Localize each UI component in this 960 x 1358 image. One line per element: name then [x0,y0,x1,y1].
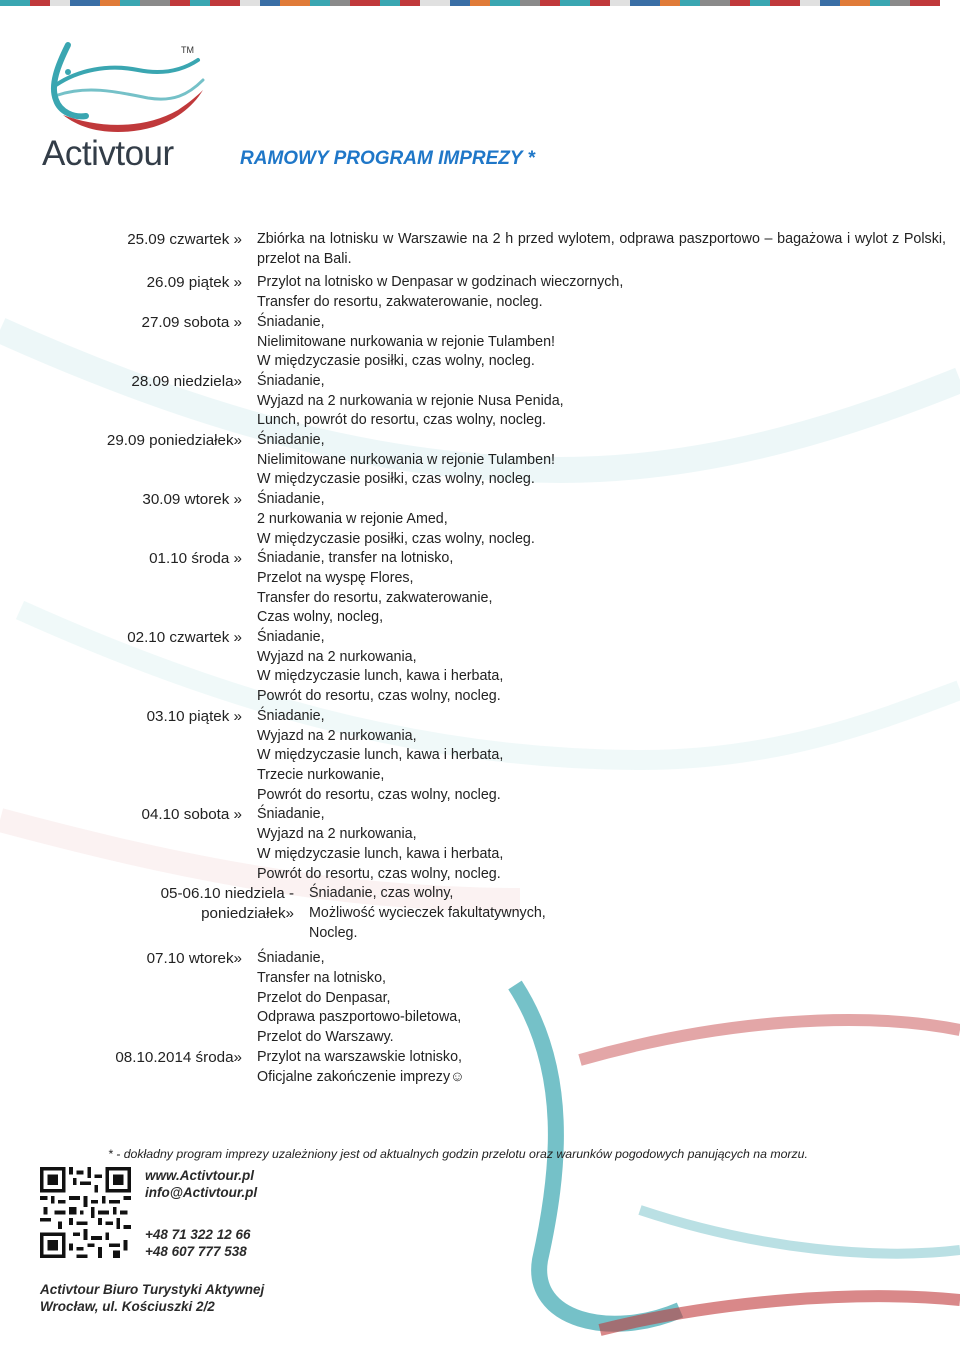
program-day-row [40,273,946,312]
program-line: Przelot do Warszawy. [257,1029,394,1046]
program-line: Powrót do resortu, czas wolny, nocleg. [257,865,501,882]
program-day-row [40,313,946,372]
program-line: Śniadanie, [257,806,325,823]
program-day-row [40,490,946,549]
program-line: Przelot do Denpasar, [257,989,391,1006]
program-line: W międzyczasie lunch, kawa i herbata, [257,747,504,764]
program-date: 07.10 wtorek» [146,950,242,968]
program-description [257,313,946,372]
program-line: Śniadanie, [257,372,325,389]
program-description [257,273,946,312]
program-day-row [40,372,946,431]
program-day-row [40,628,946,707]
program-day-row [40,549,946,628]
program-line: Śniadanie, [257,707,325,724]
program-line: Śniadanie, [257,313,325,330]
program-line: Wyjazd na 2 nurkowania, [257,648,417,665]
program-description [257,1048,946,1087]
program-line: Powrót do resortu, czas wolny, nocleg. [257,688,501,705]
program-date: 02.10 czwartek » [127,629,242,647]
program-line: 2 nurkowania w rejonie Amed, [257,510,448,527]
company-address: Wrocław, ul. Kościuszki 2/2 [40,1299,215,1314]
program-line: Nielimitowane nurkowania w rejonie Tulamben! [257,333,556,350]
phone-number-2: +48 607 777 538 [145,1244,247,1259]
trademark-symbol: TM [181,45,194,55]
program-date: 30.09 wtorek » [142,491,242,509]
program-line: W międzyczasie lunch, kawa i herbata, [257,668,504,685]
program-date: 27.09 sobota » [141,313,242,331]
program-line: Zbiórka na lotnisku w Warszawie na 2 h przed wylotem, odprawa paszportowo – bagażowa i wylot z Polski, przelot na Bali. [257,231,946,267]
program-description [257,707,946,806]
program-day-row [40,230,946,269]
footnote: * - dokładny program imprezy uzależniony jest od aktualnych godzin przelotu oraz warunków pogodowych panujących na morzu. [108,1147,808,1161]
program-date: 28.09 niedziela» [131,372,242,390]
program-line: Śniadanie, [257,950,325,967]
program-day-row [40,431,946,490]
company-info [40,1281,264,1315]
program-line: Śniadanie, [257,629,325,646]
program-description [257,230,946,269]
program-line: Lunch, powrót do resortu, czas wolny, nocleg. [257,412,547,429]
contact-phones [145,1226,250,1260]
program-description [257,805,946,884]
program-line: W międzyczasie posiłki, czas wolny, nocleg. [257,471,535,488]
program-line: Wyjazd na 2 nurkowania, [257,826,417,843]
program-description [257,431,946,490]
program-line: Powrót do resortu, czas wolny, nocleg. [257,786,501,803]
page-title: RAMOWY PROGRAM IMPREZY * [240,148,535,169]
program-line: Nocleg. [309,924,358,941]
program-date: 26.09 piątek » [146,274,242,292]
program-day-row [40,949,946,1048]
program-line: Transfer na lotnisko, [257,970,386,987]
program-date: 04.10 sobota » [141,806,242,824]
program-day-row [40,707,946,806]
program-line: Możliwość wycieczek fakultatywnych, [309,904,546,921]
program-line: Czas wolny, nocleg, [257,609,384,626]
program-line: Przylot na lotnisko w Denpasar w godzinach wieczornych, [257,274,624,291]
email-link[interactable]: info@Activtour.pl [145,1185,258,1200]
program-line: Śniadanie, transfer na lotnisko, [257,550,454,567]
program-description [257,372,946,431]
program-date: 05-06.10 niedziela - poniedziałek» [160,885,294,922]
logo-wordmark: Activtour [42,134,174,173]
program-description [257,490,946,549]
program-description [257,628,946,707]
program-date: 01.10 środa » [149,550,242,568]
program-line: W międzyczasie posiłki, czas wolny, nocleg. [257,353,535,370]
program-line: W międzyczasie lunch, kawa i herbata, [257,845,504,862]
program-line: Przelot na wyspę Flores, [257,569,414,586]
qr-code-icon [40,1167,131,1258]
program-description [257,949,946,1048]
program-line: Trzecie nurkowanie, [257,766,385,783]
activtour-logo [38,40,208,173]
program-description [257,549,946,628]
contact-web [145,1167,257,1201]
program-line: Śniadanie, [257,432,325,449]
program-line: Transfer do resortu, zakwaterowanie, nocleg. [257,294,543,311]
program-date: 25.09 czwartek » [127,231,242,248]
program-line: Przylot na warszawskie lotnisko, [257,1048,462,1065]
program-date: 08.10.2014 środa» [115,1048,242,1066]
program-date: 03.10 piątek » [146,707,242,725]
program-line: Transfer do resortu, zakwaterowanie, [257,589,493,606]
website-link[interactable]: www.Activtour.pl [145,1168,255,1183]
program-line: Wyjazd na 2 nurkowania w rejonie Nusa Penida, [257,392,564,409]
program-line: Śniadanie, czas wolny, [309,885,454,902]
program-date: 29.09 poniedziałek» [106,432,242,450]
program-day-row [40,884,946,943]
program-line: Wyjazd na 2 nurkowania, [257,727,417,744]
program-day-row [40,1048,946,1087]
program-line: W międzyczasie posiłki, czas wolny, nocleg. [257,530,535,547]
program-line: Śniadanie, [257,491,325,508]
program-line: Odprawa paszportowo-biletowa, [257,1009,462,1026]
horse-wave-logo-icon [38,40,208,140]
program-line: Nielimitowane nurkowania w rejonie Tulamben! [257,451,556,468]
program-day-row [40,805,946,884]
program-description [309,884,946,943]
company-name: Activtour Biuro Turystyki Aktywnej [40,1282,265,1297]
program-schedule [40,230,946,1087]
phone-number-1: +48 71 322 12 66 [145,1227,251,1242]
program-line: Oficjalne zakończenie imprezy☺ [257,1068,465,1085]
